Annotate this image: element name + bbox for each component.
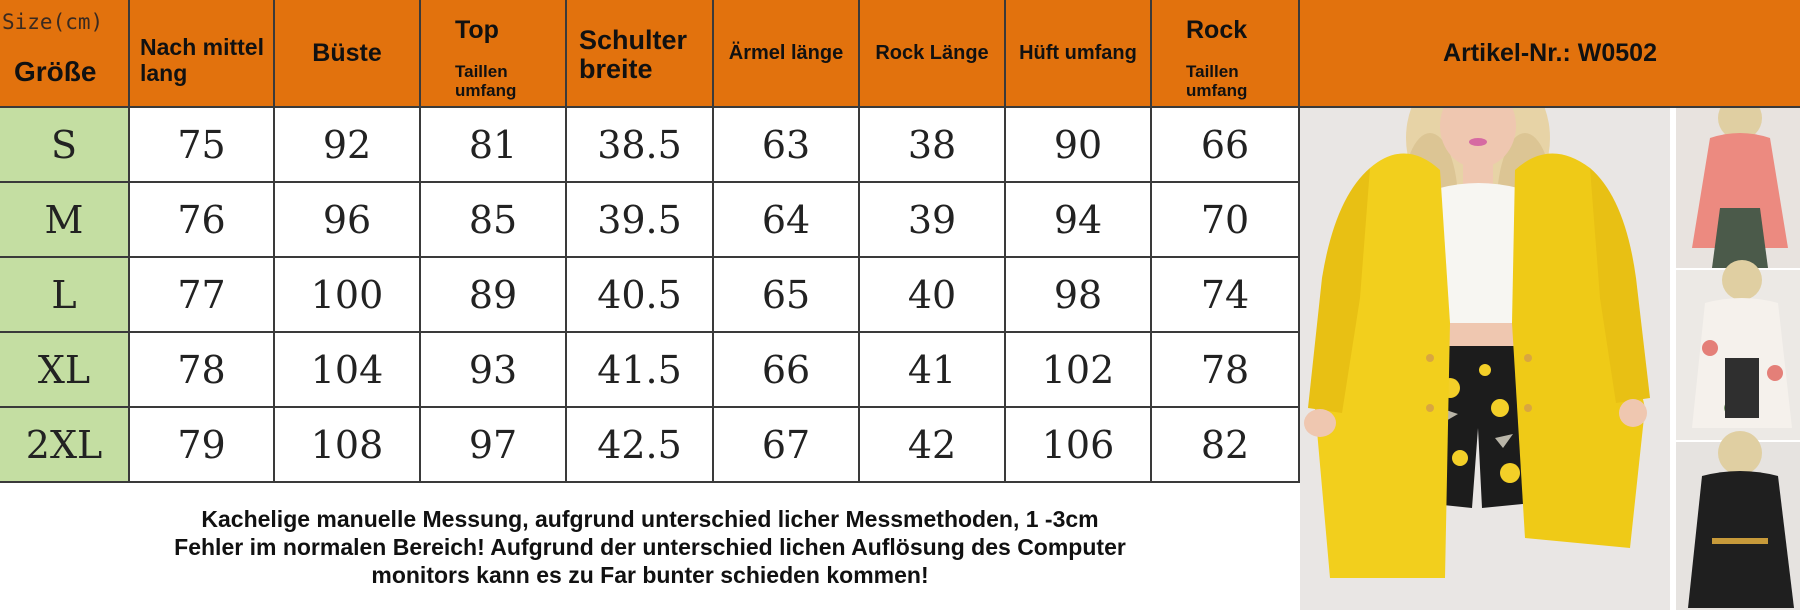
hip-cell: 106: [1006, 408, 1152, 483]
bust-cell: 92: [275, 108, 421, 183]
header-skirt-title: Rock: [1186, 16, 1248, 44]
size-cell: M: [0, 183, 130, 258]
size-cell: S: [0, 108, 130, 183]
size-cell: 2XL: [0, 408, 130, 483]
top-waist-cell: 81: [421, 108, 567, 183]
header-top-sub: Taillen umfang: [455, 62, 517, 100]
skirt-waist-cell: 70: [1152, 183, 1300, 258]
skirt-waist-cell: 82: [1152, 408, 1300, 483]
black-blazer-thumbnail: [1676, 431, 1800, 610]
header-shoulder-label: Schulter breite: [579, 25, 688, 84]
header-bust-label: Büste: [312, 39, 382, 67]
length-cell: 75: [130, 108, 275, 183]
top-waist-cell: 97: [421, 408, 567, 483]
shoulder-cell: 40.5: [567, 258, 714, 333]
sleeve-cell: 65: [714, 258, 860, 333]
hip-cell: 102: [1006, 333, 1152, 408]
size-cell: L: [0, 258, 130, 333]
hip-cell: 98: [1006, 258, 1152, 333]
header-size: [0, 0, 130, 108]
header-skirt-waist: [1152, 0, 1300, 108]
shoulder-cell: 42.5: [567, 408, 714, 483]
header-skirt-sub: Taillen umfang: [1186, 62, 1248, 100]
bust-cell: 104: [275, 333, 421, 408]
header-hip-label: Hüft umfang: [1019, 41, 1137, 64]
header-hip: [1006, 0, 1152, 108]
skirt-length-cell: 38: [860, 108, 1006, 183]
header-article: [1300, 0, 1800, 108]
size-unit-label: Size(cm): [2, 10, 104, 34]
header-bust: [275, 0, 421, 108]
header-shoulder: [567, 0, 714, 108]
size-label: Größe: [14, 56, 97, 87]
top-waist-cell: 89: [421, 258, 567, 333]
skirt-length-cell: 42: [860, 408, 1006, 483]
shoulder-cell: 39.5: [567, 183, 714, 258]
bust-cell: 96: [275, 183, 421, 258]
sleeve-cell: 64: [714, 183, 860, 258]
shoulder-cell: 41.5: [567, 333, 714, 408]
header-top-waist: [421, 0, 567, 108]
measurement-note-text: Kachelige manuelle Messung, aufgrund unterschied licher Messmethoden, 1 -3cm Fehler im normalen Bereich! Aufgrund der unterschied lichen Auflösung des Computer monitors kann es zu Far bunter schieden kommen!: [174, 506, 1126, 588]
length-cell: 76: [130, 183, 275, 258]
header-skirt-length: [860, 0, 1006, 108]
skirt-length-cell: 40: [860, 258, 1006, 333]
sleeve-cell: 66: [714, 333, 860, 408]
header-top-title: Top: [455, 16, 499, 44]
article-number: Artikel-Nr.: W0502: [1443, 38, 1657, 67]
measurement-note: [0, 484, 1300, 610]
length-cell: 79: [130, 408, 275, 483]
size-cell: XL: [0, 333, 130, 408]
skirt-waist-cell: 78: [1152, 333, 1300, 408]
skirt-waist-cell: 66: [1152, 108, 1300, 183]
length-cell: 78: [130, 333, 275, 408]
white-floral-blazer-thumbnail: [1676, 260, 1800, 440]
skirt-waist-cell: 74: [1152, 258, 1300, 333]
bust-cell: 100: [275, 258, 421, 333]
length-cell: 77: [130, 258, 275, 333]
skirt-length-cell: 41: [860, 333, 1006, 408]
header-sleeve: [714, 0, 860, 108]
hip-cell: 90: [1006, 108, 1152, 183]
sleeve-cell: 67: [714, 408, 860, 483]
top-waist-cell: 93: [421, 333, 567, 408]
top-waist-cell: 85: [421, 183, 567, 258]
header-length-label: Nach mittel lang: [140, 34, 264, 86]
header-length: [130, 0, 275, 108]
pink-blazer-thumbnail: [1676, 108, 1800, 268]
header-skirt-length-label: Rock Länge: [875, 41, 989, 64]
product-photo: [1300, 108, 1800, 610]
header-sleeve-label: Ärmel länge: [728, 41, 844, 64]
shoulder-cell: 38.5: [567, 108, 714, 183]
sleeve-cell: 63: [714, 108, 860, 183]
skirt-length-cell: 39: [860, 183, 1006, 258]
hip-cell: 94: [1006, 183, 1152, 258]
bust-cell: 108: [275, 408, 421, 483]
